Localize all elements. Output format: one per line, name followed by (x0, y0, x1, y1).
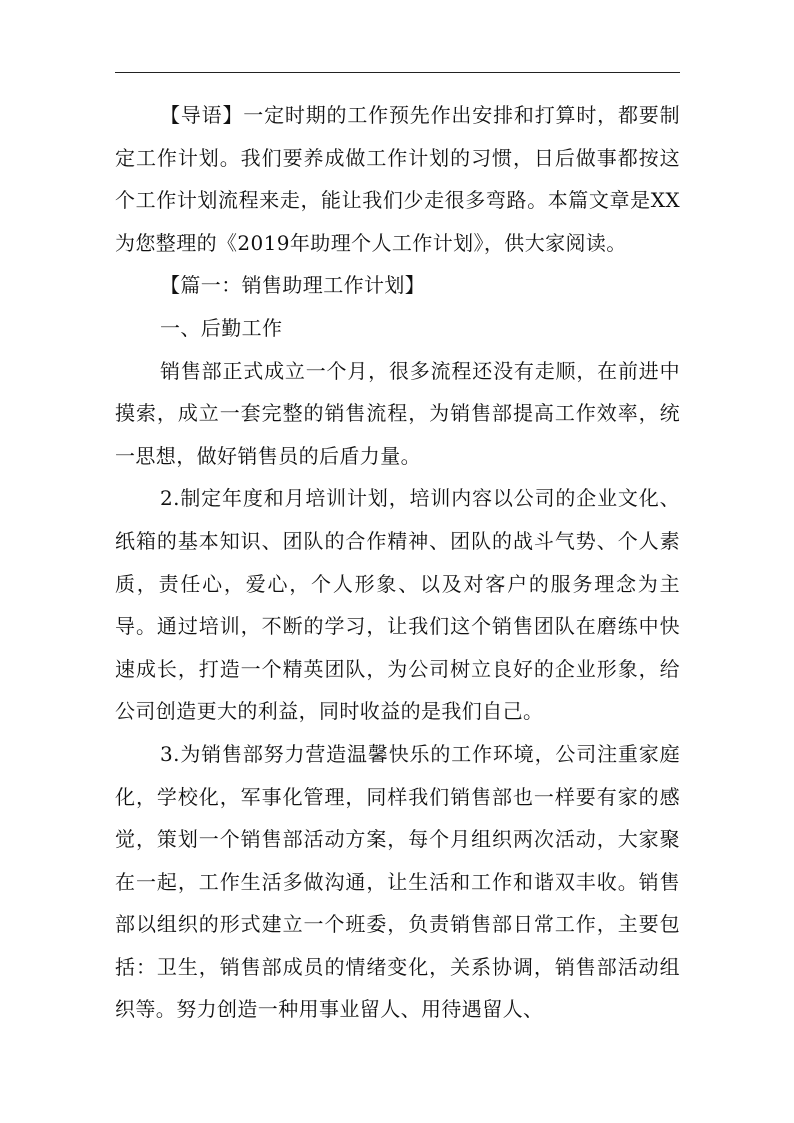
header-rule (115, 72, 680, 73)
paragraph-3: 3.为销售部努力营造温馨快乐的工作环境，公司注重家庭化，学校化，军事化管理，同样我们销售部也一样要有家的感觉，策划一个销售部活动方案，每个月组织两次活动，大家聚在一起，工作生活多做沟通，让生活和工作和谐双丰收。销售部以组织的形式建立一个班委，负责销售部日常工作，主要包括：卫生，销售部成员的情绪变化，关系协调，销售部活动组织等。努力创造一种用事业留人、用待遇留人、 (115, 741, 680, 1022)
part-title: 【篇一：销售助理工作计划】 (160, 273, 426, 298)
section-title: 一、后勤工作 (160, 315, 283, 340)
intro-paragraph: 【导语】一定时期的工作预先作出安排和打算时，都要制定工作计划。我们要养成做工作计划的习惯，日后做事都按这个工作计划流程来走，能让我们少走很多弯路。本篇文章是XX为您整理的《2019年助理个人工作计划》，供大家阅读。 (115, 103, 680, 255)
paragraph-1: 销售部正式成立一个月，很多流程还没有走顺，在前进中摸索，成立一套完整的销售流程，为销售部提高工作效率，统一思想，做好销售员的后盾力量。 (115, 358, 680, 468)
paragraph-2: 2.制定年度和月培训计划，培训内容以公司的企业文化、纸箱的基本知识、团队的合作精神、团队的战斗气势、个人素质，责任心，爱心，个人形象、以及对客户的服务理念为主导。通过培训，不断的学习，让我们这个销售团队在磨练中快速成长，打造一个精英团队，为公司树立良好的企业形象，给公司创造更大的利益，同时收益的是我们自己。 (115, 486, 680, 724)
document-body (115, 94, 680, 1031)
